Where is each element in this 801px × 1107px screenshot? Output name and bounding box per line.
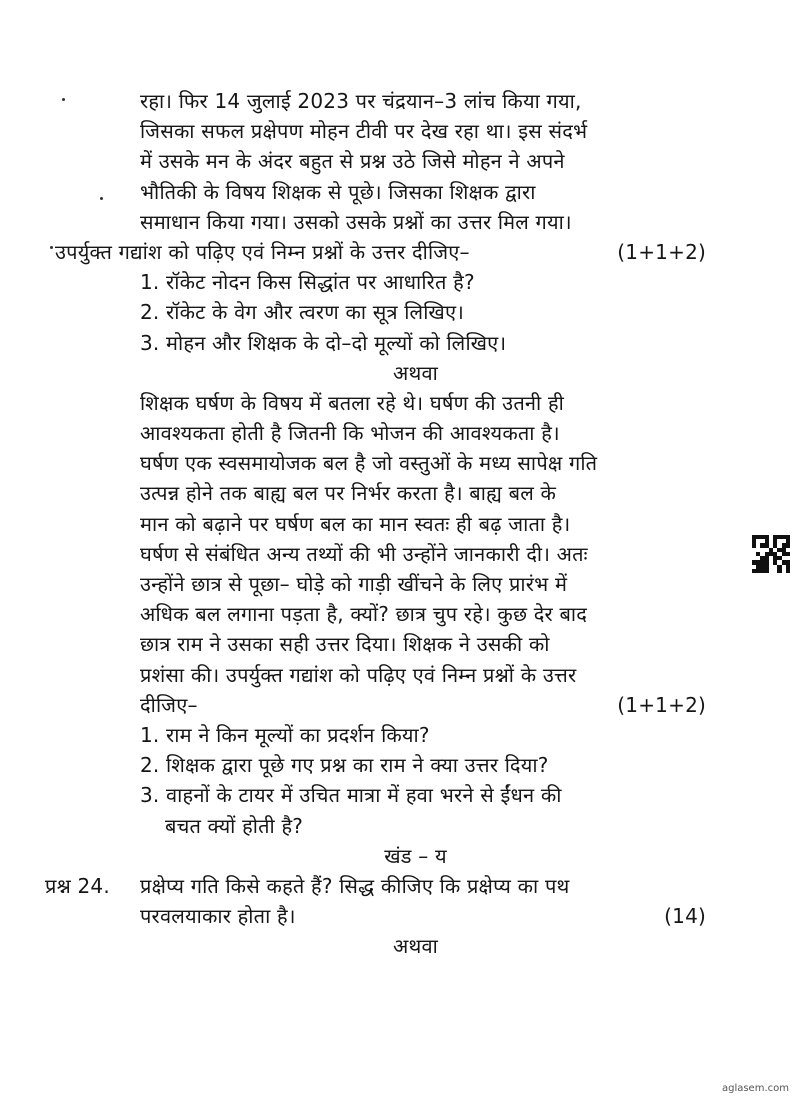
instruction-text: दीजिए– (140, 692, 198, 717)
passage-line: उत्पन्न होने तक बाह्य बल पर निर्भर करता है। बाह्य बल के (140, 481, 557, 506)
question-24-continued (0, 901, 801, 931)
or-heading: अथवा (393, 360, 438, 385)
passage-line: आवश्यकता होती है जितनी कि भोजन की आवश्यकता है। (140, 421, 560, 446)
scan-speck (50, 246, 53, 249)
passage-line: प्रशंसा की। उपर्युक्त गद्यांश को पढ़िए एवं निम्न प्रश्नों के उत्तर (140, 662, 577, 687)
question-item: 3. वाहनों के टायर में उचित मात्रा में हवा भरने से ईंधन की (140, 783, 562, 808)
passage-line: भौतिकी के विषय शिक्षक से पूछे। जिसका शिक्षक द्वारा (140, 179, 536, 204)
instruction-text: उपर्युक्त गद्यांश को पढ़िए एवं निम्न प्रश्नों के उत्तर दीजिए– (55, 239, 470, 264)
marks: (1+1+2) (617, 692, 706, 717)
marks: (14) (664, 904, 706, 929)
passage-line: समाधान किया गया। उसको उसके प्रश्नों का उत्तर मिल गया। (140, 209, 572, 234)
passage-line: रहा। फिर 14 जुलाई 2023 पर चंद्रयान–3 लांच किया गया, (140, 89, 582, 113)
passage-line: शिक्षक घर्षण के विषय में बतला रहे थे। घर्षण की उतनी ही (140, 390, 564, 415)
question-text: प्रक्षेप्य गति किसे कहते हैं? सिद्ध कीजिए कि प्रक्षेप्य का पथ (140, 873, 570, 898)
section-heading: खंड – य (384, 843, 447, 868)
question-item: 1. रॉकेट नोदन किस सिद्धांत पर आधारित है? (140, 270, 475, 295)
instruction-line (0, 690, 801, 720)
scan-speck (100, 197, 103, 200)
scan-speck (62, 98, 65, 101)
question-item-continued: बचत क्यों होती है? (165, 813, 304, 838)
question-24 (0, 871, 801, 901)
question-text: परवलयाकार होता है। (140, 904, 296, 929)
passage-line: जिसका सफल प्रक्षेपण मोहन टीवी पर देख रहा था। इस संदर्भ (140, 119, 588, 144)
passage-line: मान को बढ़ाने पर घर्षण बल का मान स्वतः ही बढ़ जाता है। (140, 511, 571, 536)
passage-line: छात्र राम ने उसका सही उत्तर दिया। शिक्षक ने उसकी को (140, 632, 550, 657)
instruction-line (0, 237, 801, 267)
question-number: प्रश्न 24. (45, 873, 110, 898)
passage-line: घर्षण एक स्वसमायोजक बल है जो वस्तुओं के मध्य सापेक्ष गति (140, 451, 598, 476)
question-item: 3. मोहन और शिक्षक के दो–दो मूल्यों को लिखिए। (140, 330, 507, 355)
passage-line: अधिक बल लगाना पड़ता है, क्यों? छात्र चुप रहे। कुछ देर बाद (140, 602, 588, 627)
passage-line: उन्होंने छात्र से पूछा– घोड़े को गाड़ी खींचने के लिए प्रारंभ में (140, 572, 568, 596)
watermark: aglasem.com (721, 1083, 789, 1094)
passage-line: घर्षण से संबंधित अन्य तथ्यों की भी उन्होंने जानकारी दी। अतः (140, 541, 588, 566)
question-item: 2. शिक्षक द्वारा पूछे गए प्रश्न का राम ने क्या उत्तर दिया? (140, 753, 549, 778)
exam-page (0, 86, 801, 961)
or-heading: अथवा (393, 934, 438, 959)
question-item: 1. राम ने किन मूल्यों का प्रदर्शन किया? (140, 722, 430, 747)
marks: (1+1+2) (617, 239, 706, 264)
qr-code-icon (752, 535, 790, 573)
passage-line: में उसके मन के अंदर बहुत से प्रश्न उठे जिसे मोहन ने अपने (140, 149, 565, 174)
question-item: 2. रॉकेट के वेग और त्वरण का सूत्र लिखिए। (140, 300, 465, 325)
